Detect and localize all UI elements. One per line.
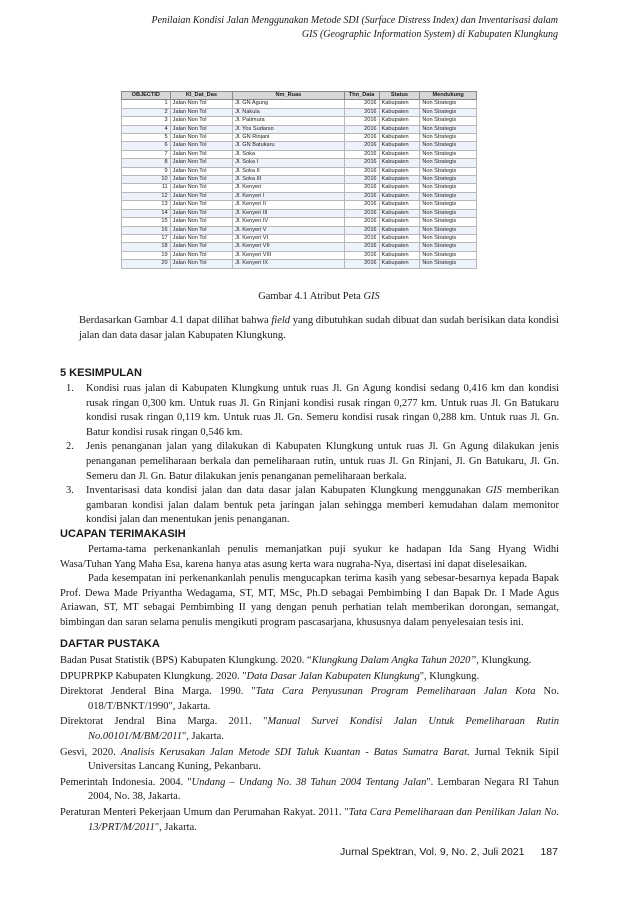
- table-cell-id: 9: [122, 167, 171, 175]
- table-cell-status: Kabupaten: [379, 192, 420, 200]
- table-cell-id: 16: [122, 226, 171, 234]
- table-row[interactable]: [122, 167, 477, 175]
- reference-part-b: No. 018/T/BNKT/1990", Jakarta.: [88, 686, 559, 712]
- table-cell-nm: Jl. Kenyeri: [233, 184, 345, 192]
- table-cell-status: Kabupaten: [379, 184, 420, 192]
- table-cell-kl: Jalan Non Tol: [170, 226, 232, 234]
- table-cell-status: Kabupaten: [379, 117, 420, 125]
- table-cell-status: Kabupaten: [379, 226, 420, 234]
- table-cell-mend: Non Strategis: [420, 226, 477, 234]
- table-cell-status: Kabupaten: [379, 108, 420, 116]
- reference-part-b: ", Jakarta.: [182, 730, 224, 742]
- table-cell-kl: Jalan Non Tol: [170, 234, 232, 242]
- table-cell-status: Kabupaten: [379, 125, 420, 133]
- table-cell-id: 11: [122, 184, 171, 192]
- table-cell-status: Kabupaten: [379, 100, 420, 108]
- table-cell-mend: Non Strategis: [420, 100, 477, 108]
- reference-part-i: Analisis Kerusakan Jalan Metode SDI Taluk Kuantan - Batas Sumatra Barat.: [120, 746, 470, 758]
- table-cell-mend: Non Strategis: [420, 176, 477, 184]
- table-cell-thn: 2016: [344, 243, 379, 251]
- page-footer: [300, 846, 558, 858]
- table-cell-status: Kabupaten: [379, 159, 420, 167]
- reference-part-i: Data Dasar Jalan Kabupaten Klungkung: [246, 670, 420, 682]
- intro-text-1: Berdasarkan Gambar 4.1 dapat dilihat bahwa: [79, 315, 272, 326]
- reference-part-b: ", Klungkung.: [419, 670, 480, 682]
- table-cell-mend: Non Strategis: [420, 134, 477, 142]
- table-header-row: [122, 92, 477, 100]
- header-line-1: Penilaian Kondisi Jalan Menggunakan Metode SDI (Surface Distress Index) dan Inventarisasi dalam: [151, 15, 558, 26]
- table-cell-mend: Non Strategis: [420, 234, 477, 242]
- footer-journal: Jurnal Spektran, Vol. 9, No. 2, Juli 2021: [340, 846, 525, 858]
- section-heading-kesimpulan: 5 KESIMPULAN: [60, 367, 142, 379]
- ucapan-paragraph-2: Pada kesempatan ini perkenankanlah penulis mengucapkan terima kasih yang sebesar-besarnya kepada Bapak Prof. Dewa Made Priyantha Wedagama, ST, MT, MSc, Ph.D sebagai Pembimbing I dan Bapak Dr. I Made Agus Ariawan, ST, MT sebagai Pembimbing II yang dengan penuh perhatian telah memberikan dorongan, semangat, bimbingan dan saran selama penulis mengikuti program pascasarjana, khususnya dalam penyelesaian tesis ini.: [60, 573, 559, 628]
- table-cell-kl: Jalan Non Tol: [170, 184, 232, 192]
- table-cell-mend: Non Strategis: [420, 218, 477, 226]
- table-cell-kl: Jalan Non Tol: [170, 192, 232, 200]
- table-cell-mend: Non Strategis: [420, 125, 477, 133]
- table-row[interactable]: [122, 260, 477, 268]
- reference-item: [60, 776, 559, 805]
- reference-part-a: Direktorat Jenderal Bina Marga. 1990. ": [60, 686, 256, 698]
- ucapan-body: [60, 543, 559, 631]
- table-cell-kl: Jalan Non Tol: [170, 167, 232, 175]
- table-cell-thn: 2016: [344, 134, 379, 142]
- table-cell-id: 20: [122, 260, 171, 268]
- intro-text-2: yang dibutuhkan sudah dibuat dan sudah berisikan data kondisi jalan dan data dasar jalan Kabupaten Klungkung.: [79, 315, 560, 341]
- table-cell-status: Kabupaten: [379, 176, 420, 184]
- list-text: [86, 484, 559, 528]
- table-row[interactable]: [122, 234, 477, 242]
- table-cell-nm: Jl. Kenyeri V: [233, 226, 345, 234]
- reference-part-a: Pemerintah Indonesia. 2004. ": [60, 776, 192, 788]
- column-header[interactable]: Thn_Data: [344, 92, 379, 100]
- table-cell-status: Kabupaten: [379, 251, 420, 259]
- table-cell-status: Kabupaten: [379, 167, 420, 175]
- table-cell-thn: 2016: [344, 150, 379, 158]
- table-cell-kl: Jalan Non Tol: [170, 218, 232, 226]
- table-cell-status: Kabupaten: [379, 234, 420, 242]
- table-cell-status: Kabupaten: [379, 218, 420, 226]
- table-cell-kl: Jalan Non Tol: [170, 243, 232, 251]
- table-cell-thn: 2016: [344, 125, 379, 133]
- list-text-a: Inventarisasi data kondisi jalan dan data dasar jalan Kabupaten Klungkung menggunakan: [86, 485, 486, 497]
- table-cell-mend: Non Strategis: [420, 142, 477, 150]
- reference-part-i: Tata Cara Penyusunan Program Pemeliharaan Jalan Kota: [255, 686, 536, 698]
- list-text: Kondisi ruas jalan di Kabupaten Klungkung untuk ruas Jl. Gn Agung kondisi sedang 0,416 km dan kondisi rusak ringan 0,300 km. Untuk ruas Jl. Gn Rinjani kondisi rusak ringan 0,277 km. Untuk ruas Jl. Gn Batukaru kondisi rusak ringan 0,119 km. Untuk ruas Jl. Gn. Semeru kondisi rusak ringan 0,288 km. Untuk ruas Jl. Gn. Batur kondisi rusak ringan 0,546 km.: [86, 383, 559, 438]
- table-cell-nm: Jl. Kenyeri VII: [233, 243, 345, 251]
- table-cell-kl: Jalan Non Tol: [170, 108, 232, 116]
- table-cell-id: 10: [122, 176, 171, 184]
- figure-caption: [0, 291, 638, 302]
- table-cell-nm: Jl. Soka III: [233, 176, 345, 184]
- table-cell-id: 8: [122, 159, 171, 167]
- reference-part-b: ". Lembaran Negara RI Tahun 2004, No. 38, Jakarta.: [88, 776, 559, 803]
- reference-part-a: Badan Pusat Statistik (BPS) Kabupaten Klungkung. 2020. “: [60, 655, 312, 666]
- list-number: 3.: [66, 485, 74, 497]
- table-cell-mend: Non Strategis: [420, 184, 477, 192]
- table-cell-nm: Jl. Patimura: [233, 117, 345, 125]
- table-cell-id: 13: [122, 201, 171, 209]
- table-cell-id: 14: [122, 209, 171, 217]
- intro-paragraph: [79, 314, 559, 343]
- table-row[interactable]: [122, 218, 477, 226]
- table-cell-id: 7: [122, 150, 171, 158]
- table-cell-kl: Jalan Non Tol: [170, 150, 232, 158]
- table-cell-status: Kabupaten: [379, 150, 420, 158]
- table-cell-mend: Non Strategis: [420, 150, 477, 158]
- intro-emphasis: field: [271, 315, 291, 326]
- running-header: [140, 14, 558, 42]
- reference-item: [60, 715, 559, 744]
- table-cell-nm: Jl. Soka: [233, 150, 345, 158]
- table-row[interactable]: [122, 176, 477, 184]
- table-cell-nm: Jl. Kenyeri I: [233, 192, 345, 200]
- reference-part-a: Direktorat Jendral Bina Marga. 2011. ": [60, 716, 268, 728]
- table-row[interactable]: [122, 150, 477, 158]
- table-cell-mend: Non Strategis: [420, 192, 477, 200]
- table-cell-nm: Jl. Kenyeri VI: [233, 234, 345, 242]
- reference-part-i: Klungkung Dalam Angka Tahun 2020”,: [311, 655, 479, 666]
- reference-item: [60, 654, 559, 669]
- table-cell-status: Kabupaten: [379, 134, 420, 142]
- table-cell-kl: Jalan Non Tol: [170, 134, 232, 142]
- table-cell-id: 4: [122, 125, 171, 133]
- table-cell-thn: 2016: [344, 167, 379, 175]
- reference-part-i: Manual Survei Kondisi Jalan Untuk Pemeliharaan Rutin No.00101/M/BM/2011: [88, 716, 559, 742]
- reference-item: [60, 685, 559, 714]
- table-cell-mend: Non Strategis: [420, 260, 477, 268]
- reference-item: [60, 670, 559, 685]
- table-cell-id: 2: [122, 108, 171, 116]
- table-cell-mend: Non Strategis: [420, 209, 477, 217]
- table-row[interactable]: [122, 251, 477, 259]
- table-cell-thn: 2016: [344, 251, 379, 259]
- table-cell-nm: Jl. GN Rinjani: [233, 134, 345, 142]
- table-cell-thn: 2016: [344, 201, 379, 209]
- reference-item: [60, 746, 559, 775]
- table-cell-nm: Jl. Nakula: [233, 108, 345, 116]
- table-cell-kl: Jalan Non Tol: [170, 201, 232, 209]
- column-header[interactable]: Mendukung: [420, 92, 477, 100]
- reference-part-b: Jurnal Teknik Sipil Universitas Lancang Kuning, Pekanbaru.: [88, 746, 559, 773]
- column-header[interactable]: Status: [379, 92, 420, 100]
- table-cell-mend: Non Strategis: [420, 108, 477, 116]
- attribute-table: [121, 91, 477, 269]
- table-cell-mend: Non Strategis: [420, 251, 477, 259]
- table-cell-nm: Jl. Kenyeri VIII: [233, 251, 345, 259]
- page-number: 187: [540, 846, 558, 858]
- kesimpulan-list: [60, 382, 559, 528]
- table-cell-id: 6: [122, 142, 171, 150]
- table-cell-thn: 2016: [344, 260, 379, 268]
- table-cell-thn: 2016: [344, 117, 379, 125]
- reference-part-a: Gesvi, 2020.: [60, 746, 121, 758]
- table-cell-kl: Jalan Non Tol: [170, 251, 232, 259]
- table-cell-thn: 2016: [344, 159, 379, 167]
- table-cell-nm: Jl. Kenyeri III: [233, 209, 345, 217]
- list-emphasis: GIS: [485, 485, 502, 497]
- table-row[interactable]: [122, 117, 477, 125]
- table-row[interactable]: [122, 243, 477, 251]
- table-cell-mend: Non Strategis: [420, 243, 477, 251]
- table-cell-kl: Jalan Non Tol: [170, 176, 232, 184]
- list-number: 1.: [66, 383, 74, 394]
- reference-part-a: Peraturan Menteri Pekerjaan Umum dan Perumahan Rakyat. 2011. ": [60, 806, 349, 818]
- table-cell-nm: Jl. GN Batukaru: [233, 142, 345, 150]
- table-cell-status: Kabupaten: [379, 243, 420, 251]
- table-cell-nm: Jl. Kenyeri IV: [233, 218, 345, 226]
- column-header[interactable]: OBJECTID: [122, 92, 171, 100]
- table-cell-id: 5: [122, 134, 171, 142]
- reference-item: [60, 806, 559, 835]
- table-cell-thn: 2016: [344, 218, 379, 226]
- table-cell-mend: Non Strategis: [420, 159, 477, 167]
- reference-part-b: ", Jakarta.: [154, 821, 197, 833]
- table-cell-mend: Non Strategis: [420, 167, 477, 175]
- table-cell-mend: Non Strategis: [420, 117, 477, 125]
- table-cell-id: 19: [122, 251, 171, 259]
- reference-part-i: Undang – Undang No. 38 Tahun 2004 Tentang Jalan: [191, 776, 427, 788]
- table-row[interactable]: [122, 192, 477, 200]
- table-row[interactable]: [122, 159, 477, 167]
- reference-part-b: Klungkung.: [478, 655, 532, 666]
- table-cell-kl: Jalan Non Tol: [170, 209, 232, 217]
- table-cell-nm: Jl. Kenyeri IX: [233, 260, 345, 268]
- table-cell-kl: Jalan Non Tol: [170, 260, 232, 268]
- table-cell-nm: Jl. Yos Sudarso: [233, 125, 345, 133]
- list-item: [60, 440, 559, 484]
- table-cell-thn: 2016: [344, 108, 379, 116]
- table-cell-thn: 2016: [344, 176, 379, 184]
- table-cell-id: 1: [122, 100, 171, 108]
- table-cell-nm: Jl. Kenyeri II: [233, 201, 345, 209]
- table-cell-kl: Jalan Non Tol: [170, 159, 232, 167]
- table-cell-id: 3: [122, 117, 171, 125]
- table-cell-thn: 2016: [344, 209, 379, 217]
- section-heading-ucapan: UCAPAN TERIMAKASIH: [60, 528, 186, 540]
- reference-part-a: DPUPRPKP Kabupaten Klungkung. 2020. ": [60, 670, 247, 682]
- table-row[interactable]: [122, 226, 477, 234]
- table-cell-nm: Jl. Soka I: [233, 159, 345, 167]
- list-number: 2.: [66, 441, 74, 453]
- reference-list: [60, 654, 559, 836]
- list-item: [60, 382, 559, 440]
- table-cell-status: Kabupaten: [379, 142, 420, 150]
- table-cell-id: 18: [122, 243, 171, 251]
- table-cell-status: Kabupaten: [379, 260, 420, 268]
- table-row[interactable]: [122, 134, 477, 142]
- table-cell-status: Kabupaten: [379, 201, 420, 209]
- table-cell-id: 15: [122, 218, 171, 226]
- table-cell-thn: 2016: [344, 192, 379, 200]
- table-cell-mend: Non Strategis: [420, 201, 477, 209]
- table-cell-thn: 2016: [344, 142, 379, 150]
- caption-text: Gambar 4.1 Atribut Peta: [258, 291, 364, 302]
- table-cell-kl: Jalan Non Tol: [170, 142, 232, 150]
- table-cell-kl: Jalan Non Tol: [170, 100, 232, 108]
- table-cell-nm: Jl. Soka II: [233, 167, 345, 175]
- table-cell-thn: 2016: [344, 226, 379, 234]
- table-cell-kl: Jalan Non Tol: [170, 117, 232, 125]
- list-text: Jenis penanganan jalan yang dilakukan di Kabupaten Klungkung untuk ruas Jl. Gn Agung dilakukan jenis penanganan pemeliharaan berkala dan pemeliharaan rutin, untuk ruas Jl. Gn Rinjani, Jl. Gn Batukaru, Jl. Gn. Semeru dan Jl. Gn. Batur dilakukan jenis penanganan pemeliharaan berkala.: [86, 441, 559, 482]
- table-cell-thn: 2016: [344, 100, 379, 108]
- table-cell-status: Kabupaten: [379, 209, 420, 217]
- column-header[interactable]: Kl_Dat_Das: [170, 92, 232, 100]
- section-heading-pustaka: DAFTAR PUSTAKA: [60, 638, 160, 650]
- table-cell-nm: Jl. GN Agung: [233, 100, 345, 108]
- list-text-b: memberikan gambaran kondisi jalan dalam bentuk peta jaringan jalan sehingga memberi kemudahan dalam memonitor kondisi jalan dan menentukan jenis penanganan.: [86, 485, 559, 526]
- table-cell-id: 12: [122, 192, 171, 200]
- caption-emphasis: GIS: [363, 291, 380, 302]
- table-row[interactable]: [122, 209, 477, 217]
- ucapan-paragraph-1: Pertama-tama perkenankanlah penulis memanjatkan puji syukur ke hadapan Ida Sang Hyang Widhi Wasa/Tuhan Yang Maha Esa, karena hanya atas asung kerta wara nugraha-Nya, disertasi ini dapat diselesaikan.: [60, 544, 559, 570]
- table-cell-thn: 2016: [344, 234, 379, 242]
- table-row[interactable]: [122, 108, 477, 116]
- table-row[interactable]: [122, 184, 477, 192]
- table-row[interactable]: [122, 201, 477, 209]
- list-item: [60, 484, 559, 528]
- table-cell-thn: 2016: [344, 184, 379, 192]
- reference-part-i: Tata Cara Pemeliharaan dan Penilikan Jalan No. 13/PRT/M/2011: [88, 806, 559, 833]
- table-cell-id: 17: [122, 234, 171, 242]
- column-header[interactable]: Nm_Ruas: [233, 92, 345, 100]
- table-cell-kl: Jalan Non Tol: [170, 125, 232, 133]
- table-row[interactable]: [122, 142, 477, 150]
- table-row[interactable]: [122, 125, 477, 133]
- header-line-2: GIS (Geographic Information System) di Kabupaten Klungkung: [301, 29, 558, 40]
- table-row[interactable]: [122, 100, 477, 108]
